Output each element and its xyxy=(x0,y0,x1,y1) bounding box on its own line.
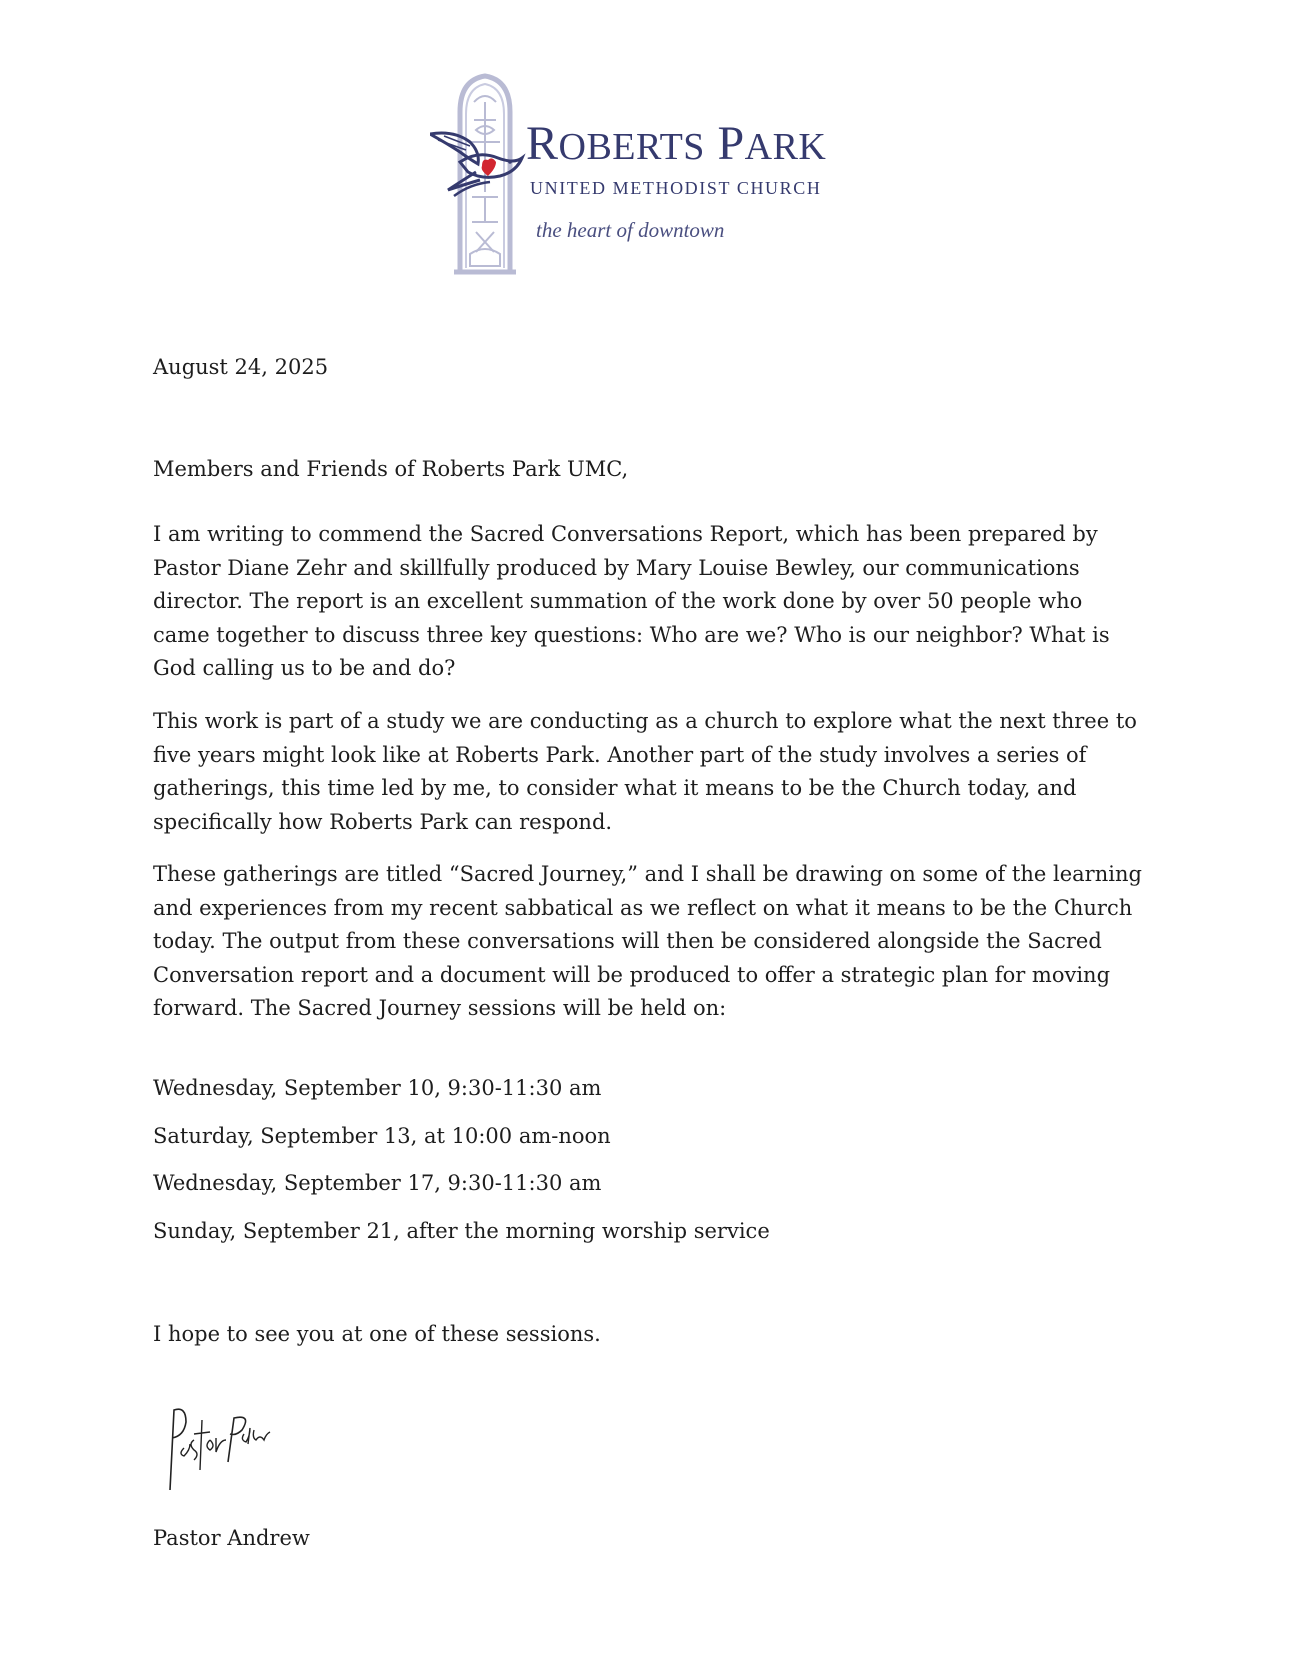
body-paragraph: I am writing to commend the Sacred Conversations Report, which has been prepared by Pastor Diane Zehr and skillfully produced by Mary Louise Bewley, our communications director. The report is an excellent summation of the work done by over 50 people who came together to discuss three key questions: Who are we? Who is our neighbor? What is God calling us to be and do? xyxy=(153,522,1110,680)
session-item: Sunday, September 21, after the morning worship service xyxy=(153,1218,770,1243)
org-tagline: the heart of downtown xyxy=(536,218,725,242)
org-name-rest-2: ARK xyxy=(744,126,827,168)
church-window-dove-heart-icon xyxy=(430,72,540,282)
letterhead xyxy=(430,72,870,282)
letter-salutation: Members and Friends of Roberts Park UMC, xyxy=(153,457,629,481)
session-item: Saturday, September 13, at 10:00 am-noon xyxy=(153,1123,611,1148)
session-item: Wednesday, September 17, 9:30-11:30 am xyxy=(153,1171,602,1195)
letter-closing: I hope to see you at one of these sessions. xyxy=(153,1322,601,1346)
org-name-initial-2: P xyxy=(717,117,745,170)
session-list xyxy=(153,1072,1143,1262)
body-paragraph: This work is part of a study we are conducting as a church to explore what the next three to five years might look like at Roberts Park. Another part of the study involves a series of gatherings, this time led by me, to consider what it means to be the Church today, and specifically how Roberts Park can respond. xyxy=(153,709,1137,834)
signer-name: Pastor Andrew xyxy=(153,1526,310,1550)
body-paragraph: These gatherings are titled “Sacred Journey,” and I shall be drawing on some of the learning and experiences from my recent sabbatical as we reflect on what it means to be the Church today. The output from these conversations will then be considered alongside the Sacred Conversation report and a document will be produced to offer a strategic plan for moving forward. The Sacred Journey sessions will be held on: xyxy=(153,862,1142,1020)
handwritten-signature xyxy=(160,1400,280,1500)
org-name xyxy=(526,116,826,175)
org-subtitle: UNITED METHODIST CHURCH xyxy=(530,178,822,198)
session-item: Wednesday, September 10, 9:30-11:30 am xyxy=(153,1076,602,1100)
org-name-rest-1: OBERTS xyxy=(558,126,705,168)
org-name-initial-1: R xyxy=(526,117,559,170)
letter-date: August 24, 2025 xyxy=(153,355,329,379)
